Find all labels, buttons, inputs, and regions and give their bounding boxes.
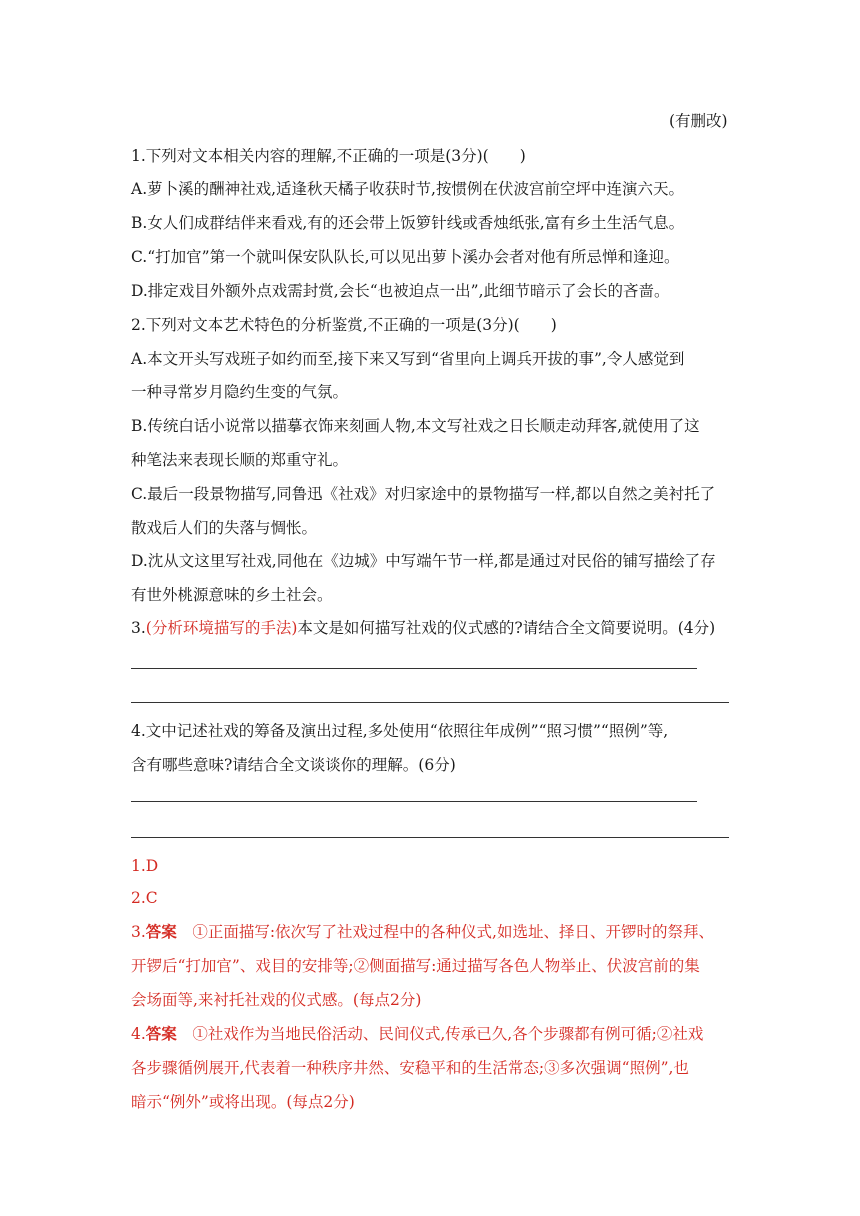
q1-option-a: A.萝卜溪的酬神社戏,适逢秋天橘子收获时节,按惯例在伏波宫前空坪中连演六天。 [131, 180, 684, 198]
q1-option-c: C.“打加官”第一个就叫保安队队长,可以见出萝卜溪办会者对他有所忌惮和逢迎。 [131, 248, 680, 266]
q3-stem: 本文是如何描写社戏的仪式感的?请结合全文简要说明。(4分) [297, 619, 716, 637]
answer-3-line2: 开锣后“打加官”、戏目的安排等;②侧面描写:通过描写各色人物举止、伏波宫前的集 [131, 957, 700, 975]
answer-4-line1 [131, 1023, 703, 1045]
q2-option-c-line1: C.最后一段景物描写,同鲁迅《社戏》对归家途中的景物描写一样,都以自然之美衬托了 [131, 485, 716, 503]
q3-tag: (分析环境描写的手法) [145, 619, 298, 637]
q3-number: 3. [131, 619, 146, 637]
q2-option-b-line2: 种笔法来表现长顺的郑重守礼。 [131, 451, 349, 469]
q3-line [131, 617, 715, 639]
answer-4-line3: 暗示“例外”或将出现。(每点2分) [131, 1093, 355, 1111]
answer-3-text1: ①正面描写:依次写了社戏过程中的各种仪式,如选址、择日、开锣时的祭拜、 [192, 923, 714, 941]
answer-3-label: 答案 [145, 922, 177, 941]
answer-3-line1 [131, 921, 714, 943]
q2-option-a-line1: A.本文开头写戏班子如约而至,接下来又写到“省里向上调兵开拔的事”,令人感觉到 [131, 350, 685, 368]
q4-answer-line-2[interactable] [131, 837, 729, 838]
q1-stem: 1.下列对文本相关内容的理解,不正确的一项是(3分)( ) [131, 147, 526, 165]
answer-4-line2: 各步骤循例展开,代表着一种秩序井然、安稳平和的生活常态;③多次强调“照例”,也 [131, 1059, 689, 1077]
q3-answer-line-2[interactable] [131, 702, 729, 703]
q2-option-d-line1: D.沈从文这里写社戏,同他在《边城》中写端午节一样,都是通过对民俗的铺写描绘了存 [131, 552, 716, 570]
q1-option-b: B.女人们成群结伴来看戏,有的还会带上饭箩针线或香烛纸张,富有乡土生活气息。 [131, 214, 685, 232]
answer-4-number: 4. [131, 1025, 146, 1043]
q3-answer-line-1[interactable] [131, 668, 697, 669]
answer-4-label: 答案 [145, 1024, 177, 1043]
answer-1: 1.D [131, 857, 159, 875]
q4-line1: 4.文中记述社戏的筹备及演出过程,多处使用“依照往年成例”“照习惯”“照例”等, [131, 722, 669, 740]
answer-3-number: 3. [131, 923, 146, 941]
q4-answer-line-1[interactable] [131, 801, 697, 802]
q2-option-c-line2: 散戏后人们的失落与惆怅。 [131, 519, 318, 537]
answer-2: 2.C [131, 889, 158, 907]
q2-option-b-line1: B.传统白话小说常以描摹衣饰来刻画人物,本文写社戏之日长顺走动拜客,就使用了这 [131, 417, 700, 435]
q2-option-d-line2: 有世外桃源意味的乡土社会。 [131, 586, 333, 604]
q1-option-d: D.排定戏目外额外点戏需封赏,会长“也被迫点一出”,此细节暗示了会长的吝啬。 [131, 282, 670, 300]
q4-line2: 含有哪些意味?请结合全文谈谈你的理解。(6分) [131, 756, 456, 774]
q2-option-a-line2: 一种寻常岁月隐约生变的气氛。 [131, 383, 349, 401]
source-note: (有删改) [669, 112, 728, 130]
answer-4-text1: ①社戏作为当地民俗活动、民间仪式,传承已久,各个步骤都有例可循;②社戏 [192, 1025, 704, 1043]
answer-3-line3: 会场面等,来衬托社戏的仪式感。(每点2分) [131, 991, 422, 1009]
q2-stem: 2.下列对文本艺术特色的分析鉴赏,不正确的一项是(3分)( ) [131, 316, 557, 334]
